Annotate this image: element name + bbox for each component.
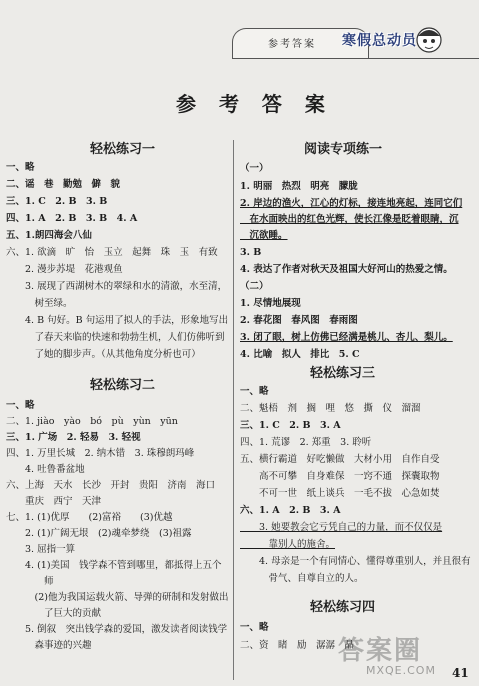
answer-line: 一、略 [6,400,35,411]
answer-line: 2. (1)广阔无垠 (2)魂牵梦绕 (3)祖露 [6,528,192,539]
answer-line: 一、略 [240,622,269,633]
answer-line: 沉欲睡。 [240,230,288,241]
answer-line: 重庆 西宁 天津 [6,496,102,507]
watermark-url: MXQE.COM [366,664,436,677]
answer-line: 4. (1)美国 钱学森不管到哪里，都抵得上五个 [6,560,222,571]
answer-line: 三、1. C 2. B 3. B [6,196,108,207]
answer-line: 在水面映出的红色光辉，使长江像是眨着眼睛，沉 [240,214,459,225]
brand-logo: 寒假总动员 [342,33,417,49]
answer-line: 靠别人的施舍。 [240,539,336,550]
answer-line: 4. 母亲是一个有同情心、懂得尊重别人，并且很有 [240,556,471,567]
answer-line: 一、略 [6,162,35,173]
answer-line: 三、1. 广场 2. 轻易 3. 轻视 [6,432,141,443]
answer-line: 一、略 [240,386,269,397]
answer-line: 4. 吐鲁番盆地 [6,464,85,475]
section-title-practice-4: 轻松练习四 [310,600,376,615]
header-rule [232,58,479,59]
answer-line: 4. 比喻 拟人 排比 5. C [240,349,360,360]
section-title-practice-3: 轻松练习三 [310,366,376,381]
answer-line: 不可一世 纸上谈兵 一毛不拔 心急如焚 [240,488,440,499]
answer-line: 2. 岸边的渔火，江心的灯标，接连地亮起，连同它们 [240,198,463,209]
answer-line: 二、魁梧 剂 搁 哩 悠 撕 仪 溜溜 [240,403,421,414]
answer-line: 3. B [240,247,262,258]
answer-line: 四、1. A 2. B 3. B 4. A [6,213,138,224]
section-title-practice-1: 轻松练习一 [90,142,156,157]
answer-line: 五、横行霸道 好吃懒做 大材小用 自作自受 [240,454,440,465]
answer-line: 了她的脚步声。（从其他角度分析也可） [6,349,201,360]
answer-line: 师 [6,576,54,587]
answer-line: 3. 展现了西湖树木的翠绿和水的清澈，水至清， [6,281,228,292]
page-title: 参 考 答 案 [176,92,333,116]
answer-line: （二） [240,281,269,292]
answer-line: 六、1. A 2. B 3. A [240,505,341,516]
answer-line: （一） [240,163,269,174]
answer-line: 二、1. jiào yào bó pù yùn yūn [6,416,178,427]
answer-line: 五、1.朗四海会八仙 [6,230,92,241]
answer-line: 森事迹的兴趣 [6,640,92,651]
answer-line: 1. 明丽 热烈 明亮 朦胧 [240,181,358,192]
answer-line: 3. 她要教会它亏凭自己的力量，而不仅仅是 [240,522,443,533]
answer-line: 三、1. C 2. B 3. A [240,420,341,431]
answer-line: 七、1. (1)优厚 (2)富裕 (3)优越 [6,512,173,523]
header-tag: 参考答案 [268,39,316,50]
answer-line: 四、1. 万里长城 2. 纳木错 3. 珠穆朗玛峰 [6,448,195,459]
answer-line: 4. 表达了作者对秋天及祖国大好河山的热爱之情。 [240,264,453,275]
answer-line: 4. B 句好。B 句运用了拟人的手法，形象地写出 [6,315,229,326]
answer-line: 3. 闭了眼，树上仿佛已经满是桃儿、杏儿、梨儿。 [240,332,453,343]
column-divider [233,140,234,680]
answer-line: 2. 漫步苏堤 花港观鱼 [6,264,123,275]
section-title-practice-2: 轻松练习二 [90,378,156,393]
answer-line: 1. 尽情地展现 [240,298,301,309]
answer-line: 四、1. 荒谬 2. 郑重 3. 聆听 [240,437,372,448]
answer-line: 骨气、自尊自立的人。 [240,573,364,584]
answer-line: 3. 屈指一算 [6,544,76,555]
mascot-icon [412,24,446,54]
answer-line: 六、上海 天水 长沙 开封 贵阳 济南 海口 [6,480,216,491]
answer-line: 六、1. 欲滴 旷 怡 玉立 起舞 珠 玉 有致 [6,247,218,258]
answer-line: 5. 倒叙 突出钱学森的爱国，激发读者阅读钱学 [6,624,228,635]
answer-line: 了春天来临的快速和勃勃生机，人们仿佛听到 [6,332,225,343]
answer-line: 高不可攀 自身难保 一窍不通 探囊取物 [240,471,440,482]
answer-line: 二、谣 巷 勤勉 僻 貌 [6,179,168,190]
answer-line: 了巨大的贡献 [6,608,102,619]
answer-line: 2. 春花图 春风图 春雨图 [240,315,358,326]
section-title-reading-1: 阅读专项练一 [304,142,383,157]
page-number: 41 [452,666,469,680]
answer-line: 二、资 睹 励 潺潺 晶 [240,640,355,651]
answer-line: 树至绿。 [6,298,73,309]
answer-line: (2)他为我国运载火箭、导弹的研制和发射做出 [6,592,229,603]
watermark-logo: 答案圈 [338,636,423,666]
